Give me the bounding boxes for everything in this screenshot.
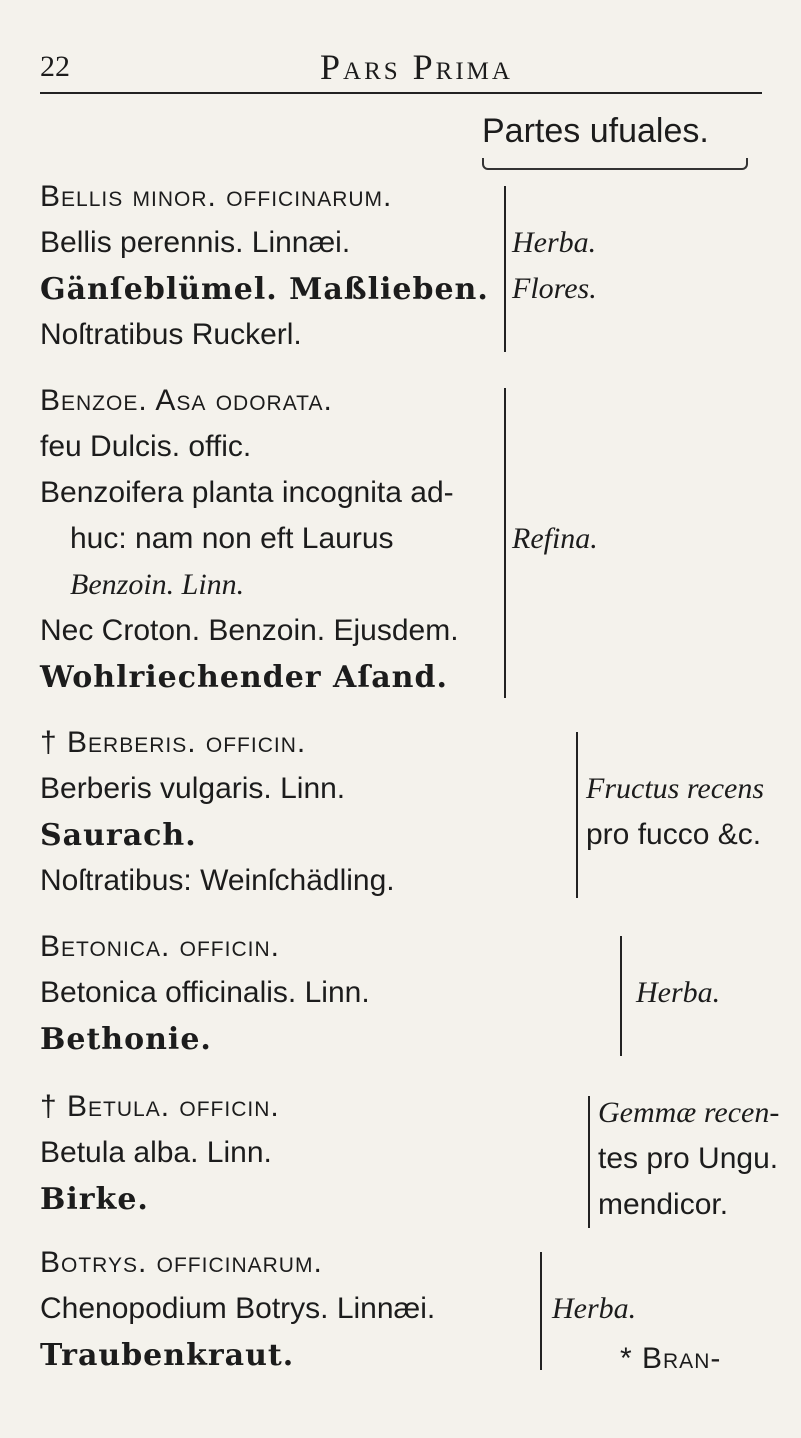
entry-line: † Berberis. officin. bbox=[40, 726, 307, 759]
entry-bracket bbox=[532, 1252, 542, 1370]
entry-line: Benzoe. Asa odorata. bbox=[40, 384, 333, 417]
entry-line: Saurach. bbox=[40, 818, 197, 853]
entry-line: Wohlriechender Aſand. bbox=[40, 660, 448, 695]
entry-line: Bellis minor. officinarum. bbox=[40, 180, 393, 213]
usage-part: Herba. bbox=[636, 976, 721, 1009]
entry-line: Gänſeblümel. Maßlieben. bbox=[40, 272, 489, 307]
catchword: * Bran- bbox=[620, 1342, 722, 1375]
usage-part: mendicor. bbox=[598, 1188, 729, 1221]
entry-line: feu Dulcis. offic. bbox=[40, 430, 252, 463]
entry-bracket bbox=[580, 1096, 590, 1228]
entry-bracket bbox=[496, 388, 506, 698]
usage-part: Fructus recens bbox=[586, 772, 765, 805]
usage-part: Herba. bbox=[512, 226, 597, 259]
entry-line: Birke. bbox=[40, 1182, 149, 1217]
entry-line: † Betula. officin. bbox=[40, 1090, 280, 1123]
entry-bracket bbox=[612, 936, 622, 1056]
entry-line: Betonica officinalis. Linn. bbox=[40, 976, 370, 1009]
entry-line: Bethonie. bbox=[40, 1022, 212, 1057]
column-heading: Partes ufuales. bbox=[482, 112, 709, 150]
column-brace bbox=[482, 158, 748, 170]
entry-line: Berberis vulgaris. Linn. bbox=[40, 772, 346, 805]
entry-line: Benzoifera planta incognita ad- bbox=[40, 476, 454, 509]
entry-line: Betonica. officin. bbox=[40, 930, 280, 963]
usage-part: tes pro Ungu. bbox=[598, 1142, 779, 1175]
entry-line: huc: nam non eft Laurus bbox=[70, 522, 394, 555]
entry-line: Noſtratibus Ruckerl. bbox=[40, 318, 302, 351]
header-rule bbox=[40, 92, 762, 94]
usage-part: Refina. bbox=[512, 522, 598, 555]
usage-part: Herba. bbox=[552, 1292, 637, 1325]
entry-line: Traubenkraut. bbox=[40, 1338, 295, 1373]
entry-bracket bbox=[568, 732, 578, 898]
entry-line: Noſtratibus: Weinſchädling. bbox=[40, 864, 395, 897]
entry-line: Bellis perennis. Linnæi. bbox=[40, 226, 351, 259]
usage-part: Flores. bbox=[512, 272, 597, 305]
entry-line: Chenopodium Botrys. Linnæi. bbox=[40, 1292, 436, 1325]
usage-part: pro fucco &c. bbox=[586, 818, 762, 851]
entry-line: Botrys. officinarum. bbox=[40, 1246, 323, 1279]
page-number: 22 bbox=[40, 50, 70, 83]
entry-line: Betula alba. Linn. bbox=[40, 1136, 272, 1169]
entry-bracket bbox=[496, 186, 506, 352]
entry-line: Nec Croton. Benzoin. Ejusdem. bbox=[40, 614, 459, 647]
running-title: Pars Prima bbox=[320, 47, 513, 87]
entry-line: Benzoin. Linn. bbox=[70, 568, 245, 601]
usage-part: Gemmæ recen- bbox=[598, 1096, 780, 1129]
